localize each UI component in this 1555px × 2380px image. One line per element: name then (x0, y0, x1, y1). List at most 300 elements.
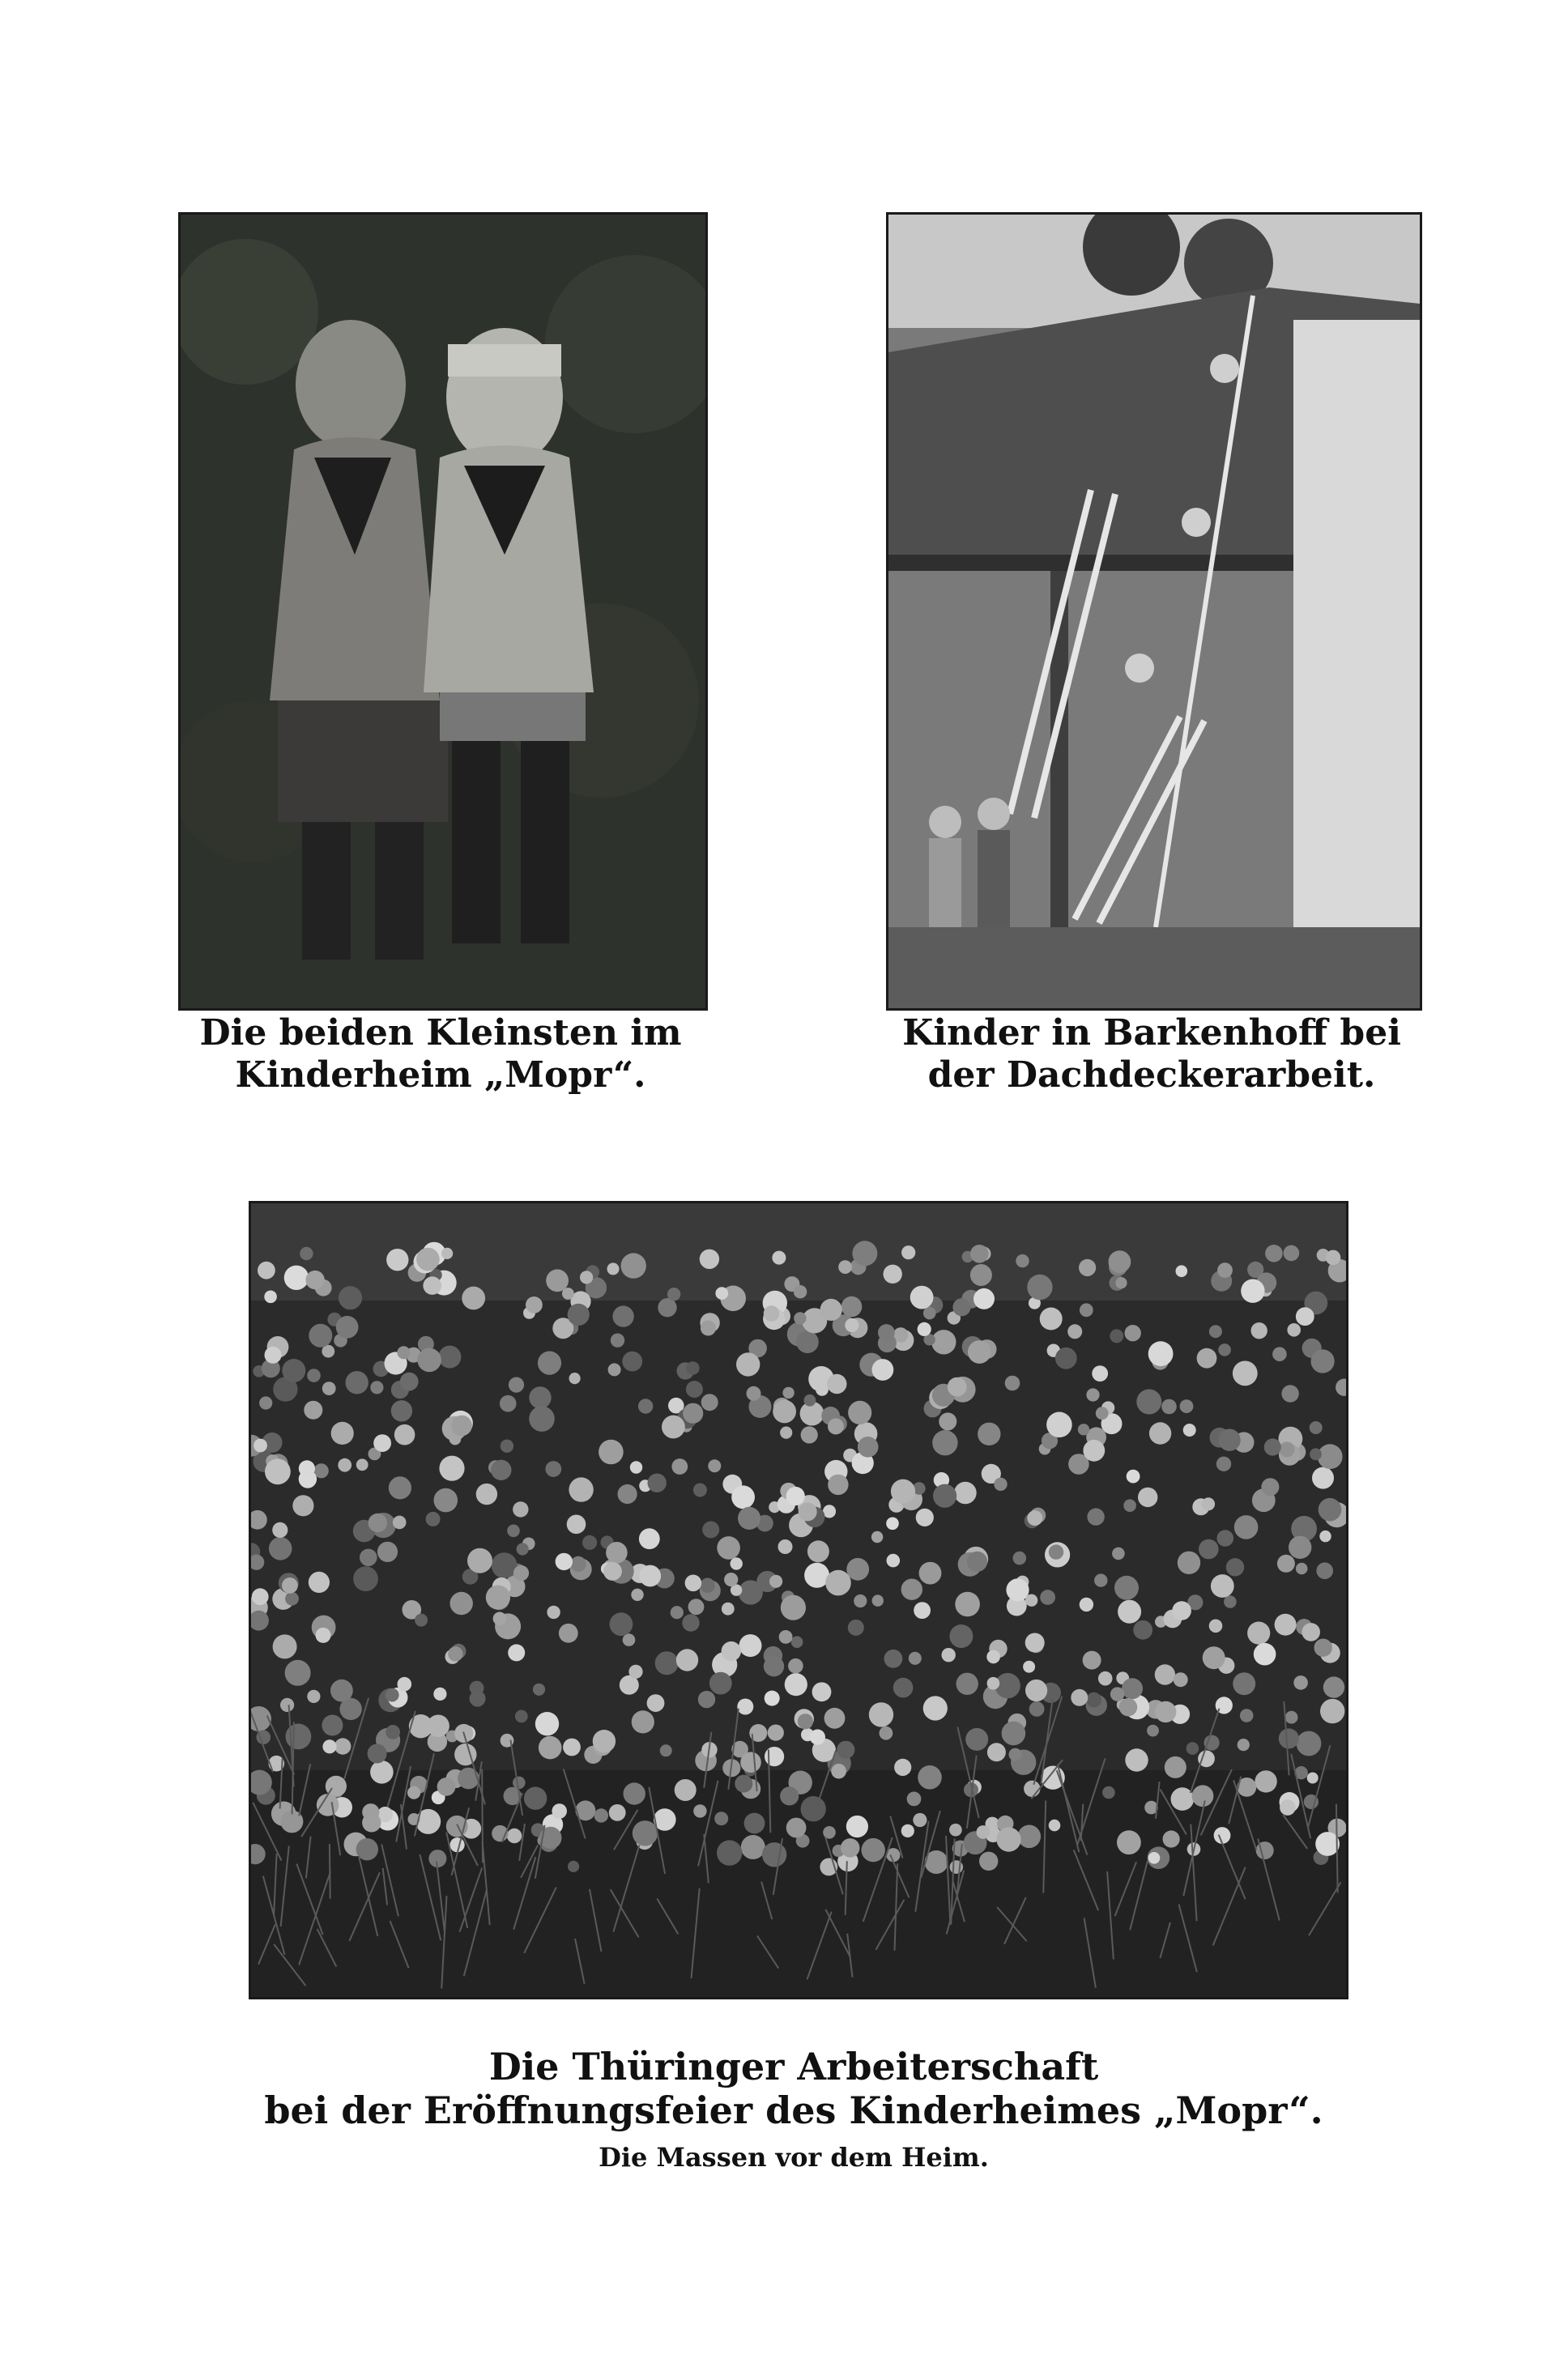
crowd-figure (639, 1565, 661, 1587)
crowd-figure (1067, 1324, 1082, 1339)
crowd-figure (639, 1528, 660, 1549)
crowd-figure (973, 1288, 995, 1309)
crowd-figure (1110, 1687, 1124, 1701)
crowd-figure (1148, 1852, 1161, 1864)
crowd-figure (416, 1248, 440, 1271)
crowd-figure (764, 1656, 784, 1676)
crowd-figure (336, 1316, 359, 1339)
crowd-figure (762, 1842, 786, 1867)
crowd-figure (426, 1512, 441, 1526)
crowd-figure (607, 1262, 620, 1275)
caption-line: Kinder in Barkenhoff bei (902, 1012, 1401, 1054)
crowd-figure (1180, 1399, 1194, 1413)
crowd-figure (909, 1652, 922, 1665)
crowd-figure (794, 1312, 806, 1324)
crowd-figure (1161, 1399, 1177, 1415)
crowd-figure (570, 1556, 586, 1572)
crowd-figure (841, 1838, 860, 1858)
crowd-figure (1211, 1574, 1234, 1598)
crowd-figure (1013, 1552, 1027, 1565)
crowd-illustration (251, 1203, 1346, 1997)
crowd-figure (773, 1400, 796, 1424)
crowd-figure (269, 1537, 292, 1560)
crowd-figure (623, 1633, 636, 1646)
crowd-figure (872, 1359, 894, 1381)
crowd-figure (768, 1725, 784, 1741)
caption-two-children (178, 1012, 703, 1096)
crowd-figure (1251, 1322, 1267, 1339)
crowd-figure (307, 1369, 321, 1382)
crowd-figure (846, 1816, 868, 1837)
crowd-figure (667, 1288, 680, 1301)
crowd-figure (1293, 1675, 1308, 1690)
crowd-figure (1279, 1728, 1299, 1748)
crowd-figure (932, 1430, 957, 1455)
crowd-figure (1277, 1555, 1295, 1573)
crowd-figure (334, 1738, 351, 1754)
crowd-figure (603, 1562, 622, 1581)
crowd-figure (417, 1348, 441, 1373)
crowd-figure (914, 1602, 931, 1619)
crowd-figure (299, 1460, 315, 1476)
crowd-figure (872, 1594, 884, 1606)
crowd-figure (300, 1247, 313, 1260)
crowd-figure (1174, 1672, 1188, 1687)
crowd-figure (923, 1696, 948, 1720)
crowd-figure (798, 1714, 813, 1729)
crowd-figure (552, 1803, 567, 1819)
crowd-figure (285, 1592, 299, 1606)
crowd-figure (878, 1324, 895, 1341)
crowd-figure (1197, 1348, 1217, 1369)
crowd-figure (433, 1688, 446, 1701)
crowd-figure (434, 1488, 458, 1513)
crowd-figure (1112, 1548, 1125, 1560)
crowd-figure (871, 1531, 883, 1543)
crowd-figure (1133, 1620, 1152, 1640)
crowd-figure (738, 1507, 760, 1530)
crowd-figure (280, 1698, 294, 1712)
crowd-figure (282, 1577, 298, 1594)
crowd-figure (493, 1612, 507, 1626)
crowd-figure (470, 1691, 486, 1707)
crowd-figure (660, 1744, 672, 1756)
crowd-figure (916, 1509, 934, 1526)
crowd-figure (1087, 1508, 1104, 1525)
crowd-figure (1155, 1664, 1175, 1684)
crowd-figure (1311, 1349, 1335, 1373)
crowd-figure (1281, 1385, 1298, 1402)
crowd-figure (1049, 1820, 1061, 1832)
crowd-figure (807, 1540, 829, 1562)
crowd-figure (1155, 1701, 1176, 1722)
crowd-figure (901, 1579, 922, 1600)
crowd-figure (1136, 1390, 1161, 1415)
crowd-figure (886, 1518, 899, 1531)
crowd-figure (825, 1570, 851, 1596)
crowd-figure (887, 1554, 901, 1568)
crowd-figure (437, 1778, 456, 1796)
crowd-figure (1289, 1536, 1311, 1559)
crowd-figure (1149, 1422, 1171, 1444)
crowd-figure (907, 1792, 922, 1807)
crowd-figure (1079, 1259, 1096, 1276)
crowd-figure (852, 1241, 877, 1266)
crowd-figure (846, 1558, 869, 1581)
crowd-figure (491, 1460, 511, 1480)
crowd-figure (409, 1714, 432, 1738)
crowd-figure (744, 1813, 765, 1834)
crowd-figure (1312, 1467, 1334, 1489)
crowd-figure (1202, 1497, 1215, 1510)
crowd-figure (970, 1264, 992, 1286)
crowd-figure (1254, 1643, 1276, 1666)
crowd-figure (823, 1826, 836, 1839)
caption-line: der Dachdeckerarbeit. (927, 1054, 1376, 1096)
crowd-figure (702, 1521, 719, 1538)
crowd-figure (942, 1648, 956, 1662)
crowd-figure (368, 1744, 387, 1764)
crowd-figure (662, 1416, 685, 1439)
crowd-figure (1316, 1562, 1333, 1579)
crowd-figure (828, 1418, 844, 1434)
crowd-figure (569, 1373, 581, 1384)
crowd-figure (869, 1702, 893, 1726)
crowd-figure (362, 1803, 379, 1820)
crowd-figure (1319, 1498, 1342, 1522)
photo-roof-work (886, 212, 1422, 1011)
crowd-figure (804, 1394, 816, 1407)
crowd-figure (508, 1644, 525, 1661)
crowd-figure (509, 1377, 524, 1393)
crowd-figure (415, 1614, 428, 1627)
crowd-figure (810, 1730, 825, 1745)
crowd-figure (910, 1286, 934, 1309)
crowd-figure (258, 1262, 275, 1279)
crowd-figure (967, 1552, 987, 1572)
crowd-figure (688, 1599, 705, 1615)
crowd-figure (1218, 1343, 1231, 1356)
crowd-figure (370, 1761, 394, 1784)
crowd-figure (618, 1484, 637, 1504)
crowd-figure (837, 1741, 854, 1759)
crowd-figure (923, 1307, 936, 1320)
crowd-figure (786, 1487, 805, 1505)
crowd-figure (529, 1386, 551, 1408)
crowd-figure (284, 1266, 309, 1290)
crowd-figure (330, 1680, 353, 1702)
crowd-figure (948, 1377, 967, 1397)
crowd-figure (292, 1495, 313, 1516)
crowd-figure (1165, 1756, 1186, 1778)
crowd-figure (1172, 1601, 1191, 1620)
crowd-figure (272, 1522, 288, 1538)
crowd-figure (304, 1401, 322, 1420)
crowd-figure (356, 1458, 369, 1471)
crowd-figure (1178, 1552, 1200, 1574)
two-children-illustration (181, 215, 705, 1008)
crowd-figure (501, 1440, 513, 1453)
crowd-figure (1071, 1689, 1088, 1706)
crowd-figure (698, 1691, 715, 1708)
crowd-figure (1125, 1748, 1148, 1771)
crowd-figure (316, 1628, 331, 1643)
crowd-figure (1025, 1594, 1037, 1607)
crowd-figure (765, 1747, 784, 1766)
crowd-figure (305, 1271, 324, 1289)
crowd-figure (919, 1562, 942, 1585)
crowd-figure (317, 1794, 339, 1816)
crowd-figure (517, 1543, 529, 1555)
crowd-figure (1307, 1773, 1319, 1784)
caption-line: bei der Eröffnungsfeier des Kinderheimes „Mopr“. (264, 2088, 1323, 2133)
crowd-figure (848, 1620, 864, 1636)
crowd-figure (1280, 1441, 1295, 1457)
crowd-figure (621, 1253, 646, 1278)
crowd-figure (772, 1251, 786, 1265)
crowd-figure (1319, 1531, 1331, 1542)
crowd-figure (507, 1525, 520, 1538)
crowd-figure (492, 1552, 518, 1578)
crowd-figure (764, 1305, 780, 1322)
crowd-figure (624, 1782, 645, 1804)
crowd-figure (273, 1634, 297, 1658)
crowd-figure (1102, 1786, 1115, 1799)
crowd-figure (1203, 1646, 1225, 1669)
crowd-figure (747, 1386, 761, 1401)
crowd-figure (1255, 1770, 1276, 1792)
crowd-figure (717, 1536, 740, 1560)
crowd-figure (393, 1516, 407, 1530)
crowd-figure (709, 1672, 732, 1695)
crowd-figure (717, 1840, 742, 1865)
crowd-figure (1186, 1742, 1199, 1755)
crowd-figure (535, 1712, 559, 1735)
crowd-figure (1055, 1348, 1077, 1369)
crowd-figure (722, 1641, 741, 1661)
crowd-figure (606, 1542, 628, 1564)
crowd-figure (676, 1649, 698, 1671)
crowd-figure (791, 1636, 803, 1648)
crowd-figure (500, 1395, 517, 1412)
crowd-figure (1192, 1785, 1214, 1807)
crowd-figure (580, 1271, 593, 1284)
crowd-figure (858, 1437, 879, 1458)
crowd-figure (722, 1603, 735, 1616)
crowd-figure (658, 1298, 676, 1317)
crowd-figure (397, 1346, 410, 1359)
caption-line: Kinderheim „Mopr“. (235, 1054, 646, 1096)
crowd-figure (265, 1458, 291, 1484)
crowd-figure (1233, 1672, 1255, 1695)
crowd-figure (714, 1812, 728, 1825)
crowd-figure (1080, 1303, 1093, 1317)
crowd-figure (918, 1322, 931, 1336)
crowd-figure (950, 1860, 964, 1874)
crowd-figure (671, 1606, 684, 1619)
crowd-figure (854, 1594, 867, 1607)
crowd-figure (559, 1624, 578, 1643)
crowd-figure (467, 1548, 492, 1573)
crowd-figure (1320, 1699, 1344, 1723)
crowd-figure (737, 1699, 753, 1715)
crowd-figure (386, 1249, 408, 1271)
crowd-figure (931, 1330, 956, 1354)
crowd-figure (1314, 1639, 1332, 1657)
crowd-figure (1023, 1661, 1035, 1673)
crowd-figure (1118, 1600, 1141, 1624)
crowd-figure (1280, 1799, 1296, 1816)
crowd-figure (1217, 1530, 1234, 1547)
crowd-figure (1199, 1539, 1219, 1560)
crowd-figure (515, 1710, 528, 1723)
crowd-figure (450, 1837, 465, 1852)
crowd-figure (533, 1684, 545, 1696)
crowd-figure (438, 1346, 461, 1369)
crowd-figure (458, 1768, 479, 1790)
crowd-figure (1027, 1510, 1042, 1526)
crowd-figure (838, 1260, 852, 1274)
crowd-figure (683, 1403, 703, 1424)
crowd-figure (628, 1665, 642, 1679)
crowd-figure (799, 1502, 817, 1521)
crowd-figure (1080, 1598, 1093, 1612)
crowd-figure (956, 1673, 978, 1695)
crowd-figure (1217, 1262, 1233, 1278)
crowd-figure (955, 1592, 980, 1617)
crowd-figure (686, 1381, 703, 1398)
crowd-figure (423, 1276, 441, 1295)
crowd-figure (827, 1374, 846, 1394)
crowd-figure (778, 1539, 793, 1554)
caption-crowd (243, 2045, 1344, 2173)
caption-roof-work (886, 1012, 1417, 1096)
crowd-figure (462, 1287, 485, 1310)
crowd-figure (1241, 1279, 1264, 1303)
crowd-figure (513, 1777, 526, 1790)
crowd-figure (630, 1461, 642, 1473)
crowd-figure (987, 1677, 1000, 1690)
crowd-figure (611, 1334, 624, 1348)
crowd-figure (1297, 1731, 1322, 1756)
crowd-figure (556, 1553, 573, 1570)
crowd-figure (1247, 1622, 1270, 1645)
crowd-figure (1275, 1614, 1297, 1636)
crowd-figure (1083, 1651, 1101, 1670)
crowd-figure (594, 1808, 608, 1822)
crowd-figure (994, 1478, 1007, 1491)
crowd-figure (1110, 1329, 1123, 1343)
crowd-figure (1096, 1407, 1109, 1420)
crowd-figure (331, 1422, 354, 1445)
crowd-figure (1086, 1692, 1101, 1708)
crowd-figure (700, 1250, 719, 1269)
crowd-figure (884, 1650, 903, 1668)
crowd-figure (265, 1347, 282, 1364)
caption-line: Die beiden Kleinsten im (199, 1012, 682, 1054)
crowd-figure (1238, 1739, 1250, 1751)
crowd-figure (1025, 1680, 1047, 1701)
crowd-figure (1123, 1499, 1136, 1512)
crowd-figure (693, 1484, 707, 1497)
crowd-figure (801, 1796, 826, 1821)
crowd-figure (1009, 1748, 1022, 1761)
crowd-figure (353, 1566, 378, 1591)
crowd-figure (1218, 1429, 1240, 1451)
crowd-figure (285, 1660, 311, 1686)
crowd-figure (370, 1381, 383, 1394)
crowd-figure (1265, 1245, 1283, 1262)
crowd-figure (1119, 1698, 1137, 1716)
crowd-figure (1209, 1325, 1222, 1338)
crowd-figure (1323, 1676, 1344, 1697)
crowd-figure (736, 1352, 760, 1376)
crowd-figure (1117, 1830, 1141, 1854)
crowd-figure (264, 1291, 277, 1304)
crowd-figure (1226, 1558, 1244, 1576)
crowd-figure (282, 1359, 305, 1382)
crowd-figure (608, 1363, 621, 1376)
crowd-figure (794, 1285, 807, 1298)
crowd-figure (731, 1485, 755, 1509)
crowd-figure (893, 1678, 914, 1698)
crowd-figure (507, 1829, 522, 1843)
crowd-figure (1234, 1515, 1259, 1539)
crowd-figure (655, 1651, 679, 1675)
crowd-figure (539, 1736, 562, 1760)
crowd-figure (526, 1296, 543, 1313)
crowd-figure (1040, 1308, 1063, 1331)
crowd-figure (685, 1575, 702, 1592)
crowd-figure (700, 1578, 714, 1593)
crowd-figure (563, 1739, 581, 1756)
crowd-figure (987, 1743, 1006, 1761)
crowd-figure (486, 1586, 510, 1610)
crowd-figure (638, 1399, 653, 1413)
crowd-figure (1285, 1711, 1298, 1724)
crowd-figure (1040, 1590, 1055, 1605)
crowd-figure (1005, 1376, 1020, 1391)
crowd-figure (1287, 1323, 1301, 1337)
crowd-figure (918, 1765, 942, 1790)
crowd-figure (582, 1535, 597, 1550)
crowd-figure (1046, 1412, 1072, 1438)
crowd-figure (1148, 1341, 1174, 1366)
crowd-figure (451, 1416, 472, 1437)
crowd-figure (529, 1406, 555, 1432)
crowd-figure (545, 1461, 561, 1477)
crowd-figure (1098, 1671, 1113, 1686)
crowd-figure (1094, 1573, 1107, 1586)
crowd-figure (954, 1482, 977, 1505)
crowd-figure (970, 1245, 989, 1263)
crowd-figure (593, 1730, 616, 1752)
crowd-figure (891, 1480, 915, 1504)
crowd-figure (1284, 1245, 1300, 1262)
crowd-figure (1006, 1578, 1029, 1601)
crowd-figure (1183, 1424, 1196, 1437)
crowd-figure (647, 1694, 665, 1712)
crowd-figure (739, 1634, 762, 1657)
crowd-figure (524, 1787, 547, 1810)
crowd-figure (741, 1835, 765, 1859)
crowd-figure (1049, 1544, 1063, 1559)
crowd-figure (782, 1387, 794, 1399)
crowd-figure (538, 1352, 561, 1375)
crowd-figure (1086, 1388, 1099, 1401)
crowd-figure (894, 1759, 911, 1776)
crowd-figure (252, 1588, 269, 1605)
